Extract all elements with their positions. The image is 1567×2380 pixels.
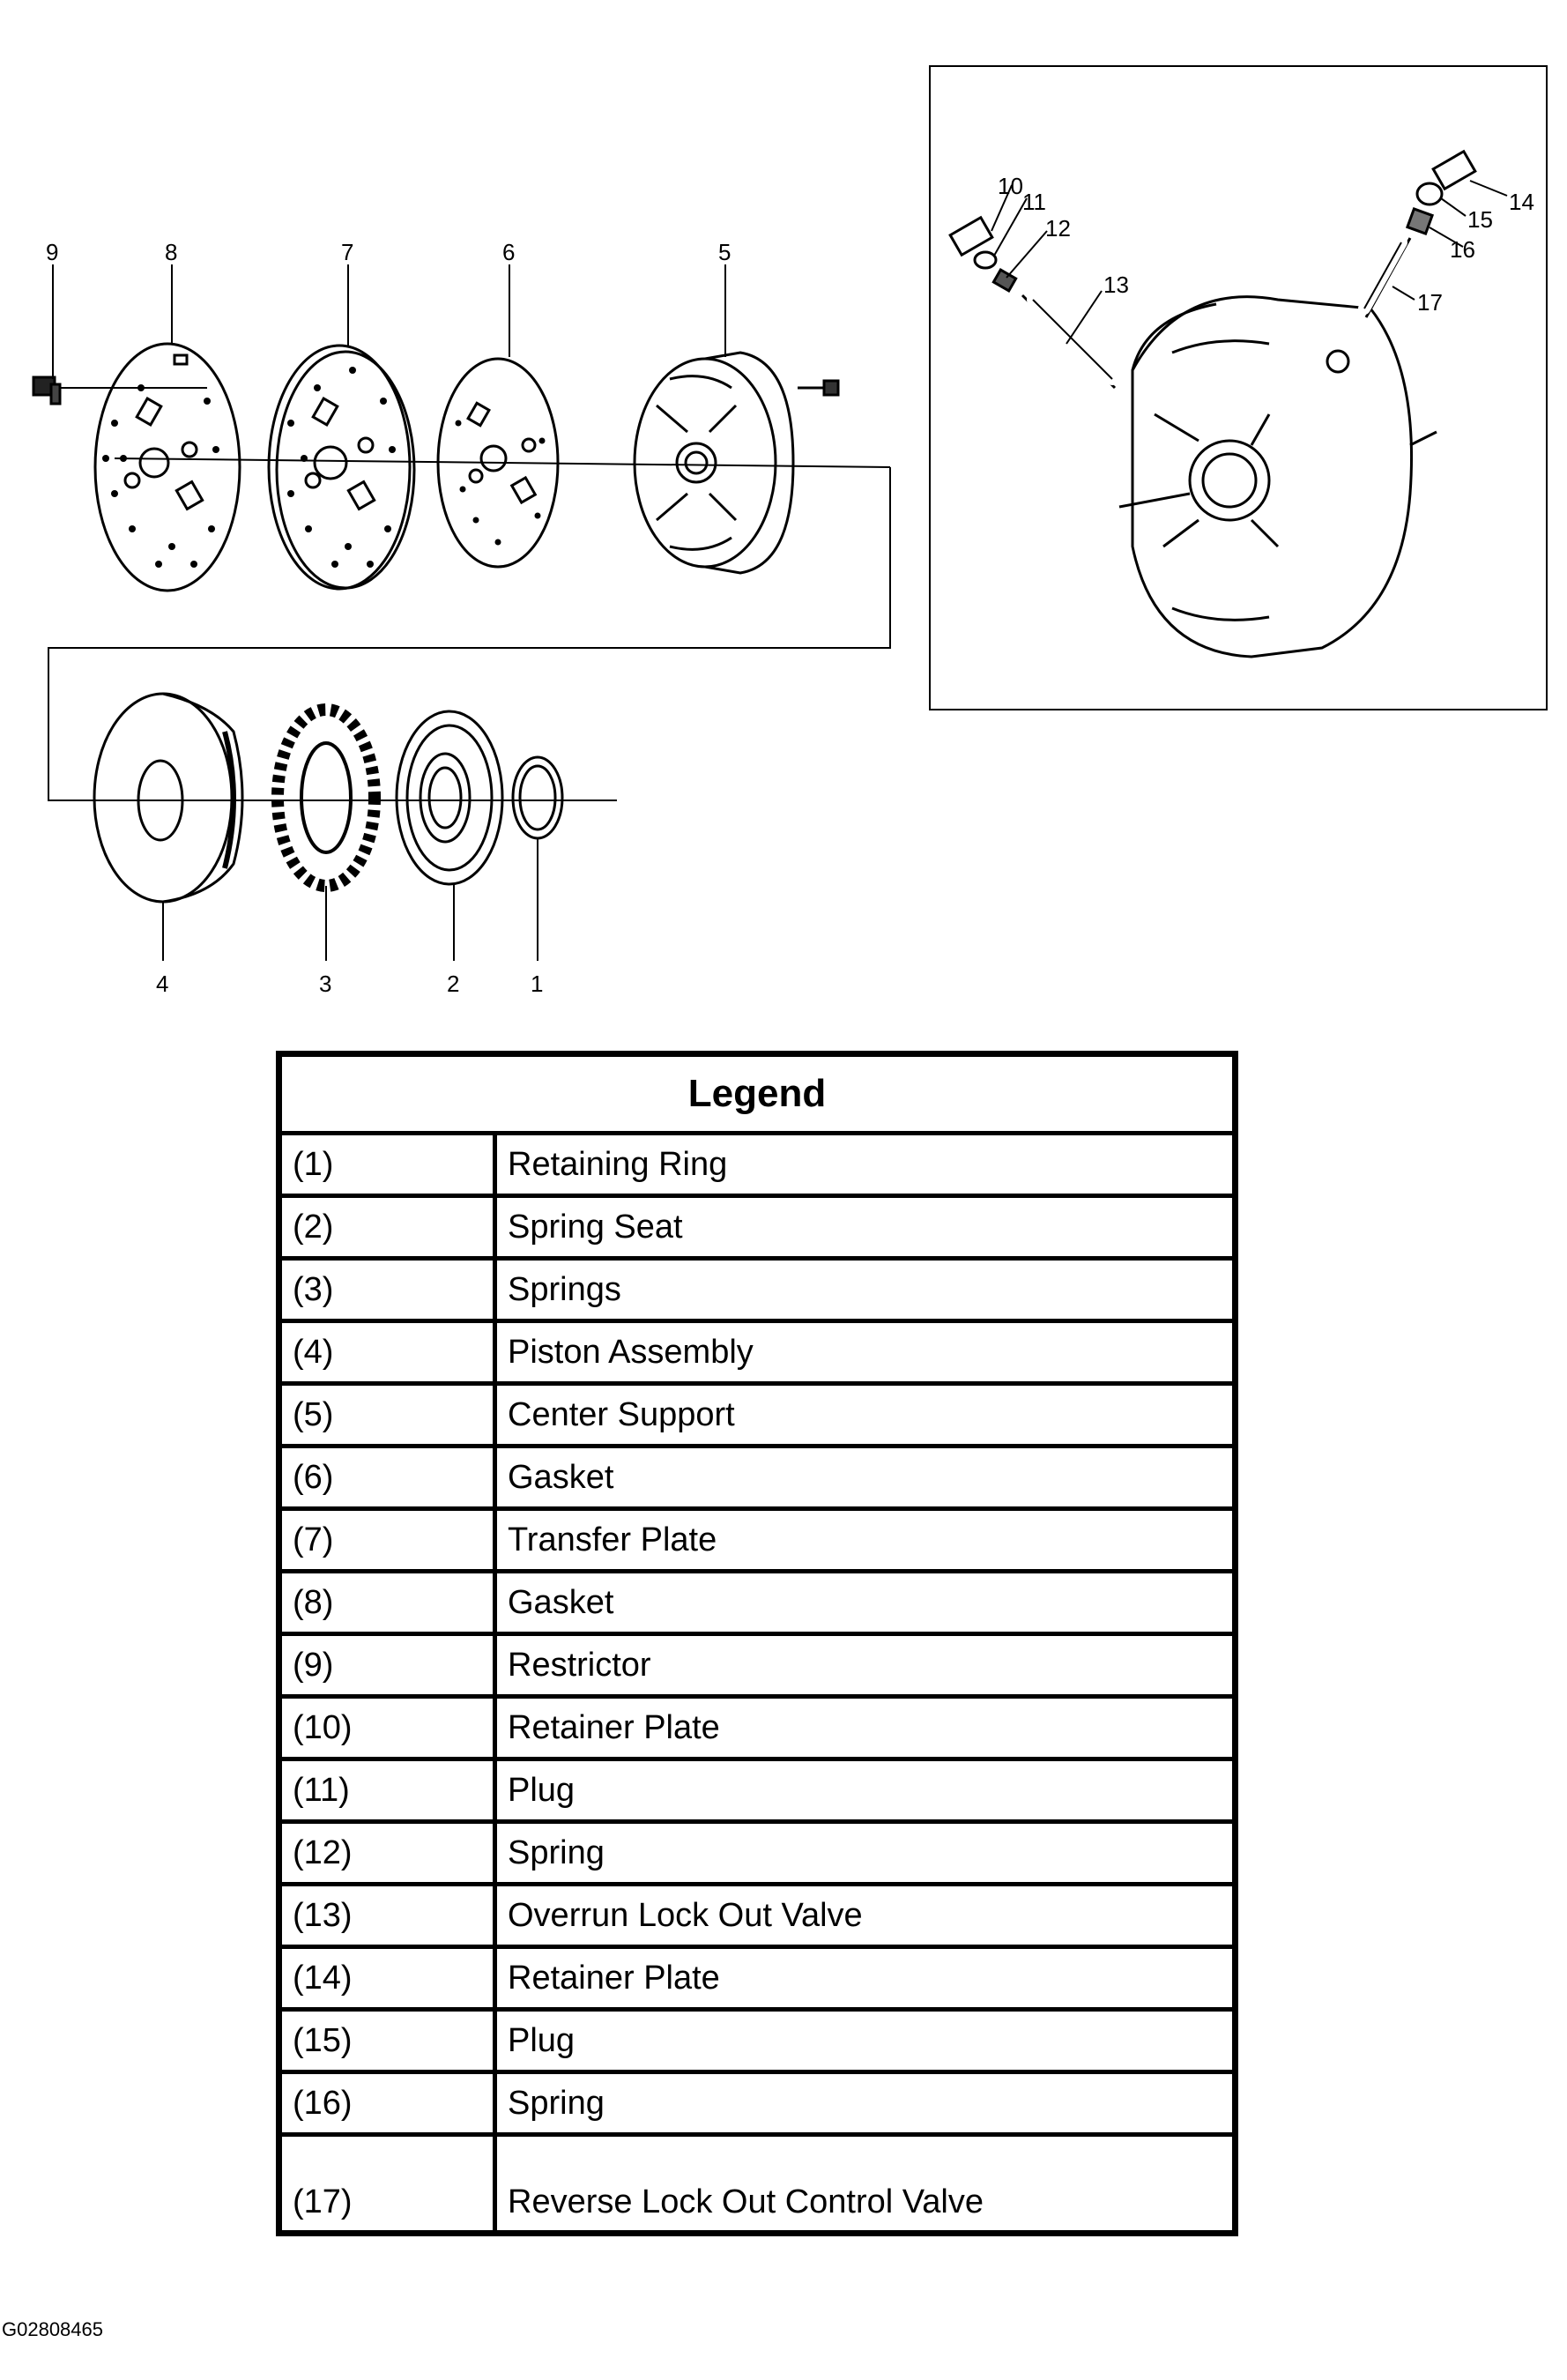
callout-9: 9 [46,239,59,265]
legend-row-number: (15) [279,2010,495,2072]
spring-seat-part [397,711,502,884]
legend-row-label: Reverse Lock Out Control Valve [495,2135,1236,2234]
center-support-part [635,353,838,573]
legend-row-number: (1) [279,1134,495,1196]
legend-row-number: (4) [279,1321,495,1384]
callout-13: 13 [1103,271,1129,298]
callout-3: 3 [319,971,332,997]
inset-overrun-valve-stack [950,218,1115,388]
callout-1: 1 [531,971,544,997]
figure-id: G02808465 [2,2318,103,2340]
legend-row-number: (3) [279,1259,495,1321]
legend-row [279,2010,1236,2072]
legend-row [279,1634,1236,1697]
legend-row [279,1947,1236,2010]
retaining-ring-part [513,757,562,838]
legend-row-label: Spring Seat [495,1196,1236,1259]
callout-16: 16 [1450,236,1475,263]
legend-row-label: Gasket [495,1572,1236,1634]
legend-row-number: (7) [279,1509,495,1572]
legend-row [279,1885,1236,1947]
legend-row [279,1259,1236,1321]
legend-row-label: Piston Assembly [495,1321,1236,1384]
legend-row-label: Springs [495,1259,1236,1321]
callout-6: 6 [502,239,516,265]
callout-8: 8 [165,239,178,265]
legend-row [279,1321,1236,1384]
legend-row-number: (11) [279,1759,495,1822]
springs-part [278,710,375,886]
legend-row [279,1697,1236,1759]
legend-row-number: (17) [279,2135,495,2234]
legend-row [279,2135,1236,2234]
callout-4: 4 [156,971,169,997]
legend-row-label: Gasket [495,1447,1236,1509]
callout-10: 10 [998,173,1023,199]
legend-row [279,2072,1236,2135]
legend-row-label: Transfer Plate [495,1509,1236,1572]
callout-14: 14 [1509,189,1534,215]
callout-15: 15 [1467,206,1493,233]
legend-row [279,1509,1236,1572]
legend-row [279,1134,1236,1196]
legend-row-number: (6) [279,1447,495,1509]
legend-row-number: (12) [279,1822,495,1885]
callout-11: 11 [1022,189,1046,215]
legend-row-label: Retaining Ring [495,1134,1236,1196]
exploded-view-diagram [0,0,1567,1023]
legend-row-label: Center Support [495,1384,1236,1447]
callout-2: 2 [447,971,460,997]
callout-7: 7 [341,239,354,265]
legend-row-number: (9) [279,1634,495,1697]
legend-table [276,1051,1238,2236]
legend-row [279,1447,1236,1509]
legend-row-label: Overrun Lock Out Valve [495,1885,1236,1947]
legend-row-label: Plug [495,1759,1236,1822]
inset-center-support [1119,297,1437,657]
transfer-plate-part [269,346,414,589]
legend-row-label: Retainer Plate [495,1947,1236,2010]
callout-12: 12 [1045,215,1071,242]
legend-row-number: (16) [279,2072,495,2135]
callout-17: 17 [1417,289,1443,316]
legend-row [279,1759,1236,1822]
legend-row-number: (5) [279,1384,495,1447]
gasket-part-8 [95,344,240,591]
legend-row [279,1572,1236,1634]
legend-title: Legend [279,1054,1236,1134]
legend-row [279,1384,1236,1447]
legend-row-label: Retainer Plate [495,1697,1236,1759]
legend-row-number: (13) [279,1885,495,1947]
legend-row-label: Spring [495,2072,1236,2135]
legend-row-number: (8) [279,1572,495,1634]
callout-5: 5 [718,239,732,265]
legend-row-number: (14) [279,1947,495,2010]
legend-row-label: Spring [495,1822,1236,1885]
inset-frame [930,66,1547,710]
legend-row-label: Restrictor [495,1634,1236,1697]
restrictor-part [33,377,60,404]
legend-row-number: (2) [279,1196,495,1259]
legend-row-label: Plug [495,2010,1236,2072]
legend-row [279,1822,1236,1885]
piston-assembly-part [94,694,242,902]
legend-row-number: (10) [279,1697,495,1759]
legend-row [279,1196,1236,1259]
